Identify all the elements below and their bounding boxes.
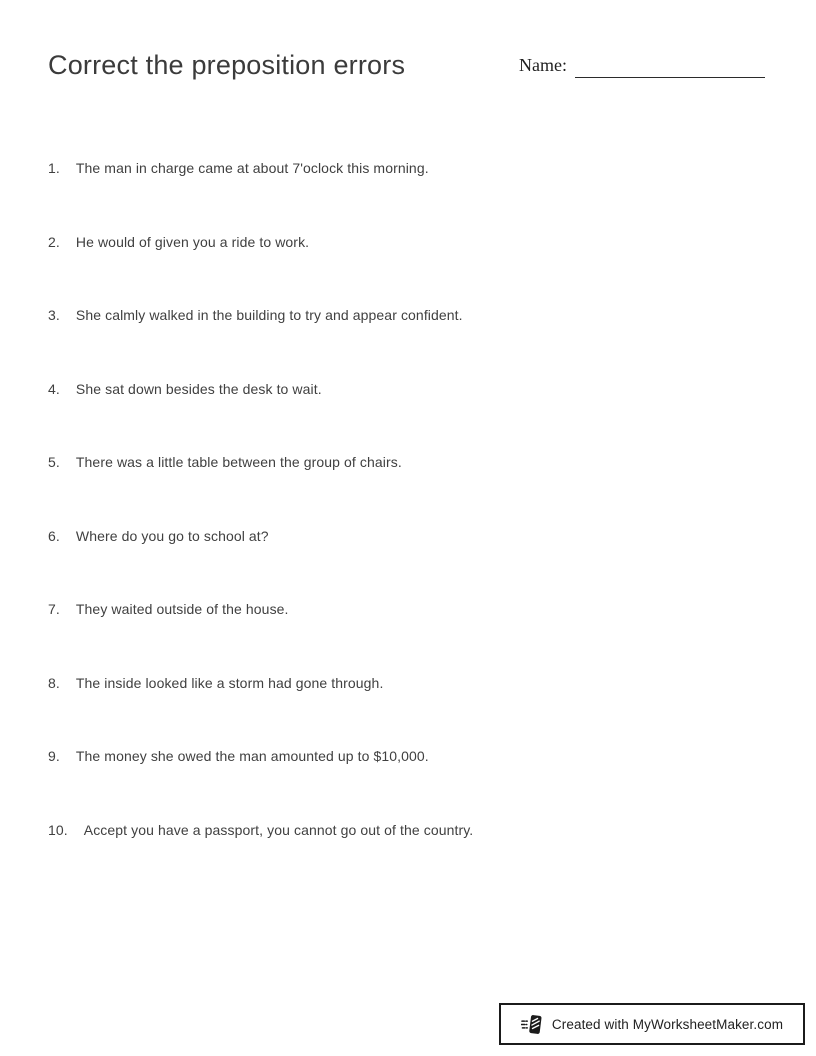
question-number: 2.	[48, 233, 60, 250]
credit-text: Created with MyWorksheetMaker.com	[551, 1016, 784, 1032]
page-title: Correct the preposition errors	[48, 50, 406, 80]
question-item	[48, 526, 776, 546]
question-number: 3.	[48, 307, 60, 323]
question-item	[48, 673, 776, 693]
question-item	[48, 158, 776, 178]
question-list	[48, 158, 776, 893]
question-number: 7.	[48, 601, 60, 617]
credit-badge[interactable]	[499, 1003, 805, 1045]
question-text: She calmly walked in the building to try and appear confident.	[75, 307, 463, 323]
question-number: 1.	[48, 160, 60, 176]
question-text: Where do you go to school at?	[75, 527, 269, 544]
question-item	[48, 599, 776, 619]
question-text: Accept you have a passport, you cannot go out of the country.	[83, 821, 474, 838]
question-item	[48, 820, 776, 840]
question-text: The man in charge came at about 7'oclock this morning.	[75, 160, 429, 176]
question-text: He would of given you a ride to work.	[75, 233, 310, 250]
question-number: 6.	[48, 527, 60, 544]
question-text: The money she owed the man amounted up to $10,000.	[75, 748, 429, 764]
question-text: They waited outside of the house.	[75, 601, 289, 617]
name-field	[519, 52, 765, 78]
question-number: 9.	[48, 748, 60, 764]
question-item	[48, 305, 776, 325]
flying-worksheet-icon	[521, 1013, 544, 1036]
question-number: 8.	[48, 674, 60, 691]
name-label: Name:	[519, 55, 567, 75]
question-item	[48, 452, 776, 472]
question-item	[48, 232, 776, 252]
question-text: There was a little table between the group of chairs.	[75, 454, 402, 470]
question-item	[48, 379, 776, 399]
question-text: The inside looked like a storm had gone through.	[75, 674, 384, 691]
question-text: She sat down besides the desk to wait.	[75, 380, 322, 397]
question-number: 4.	[48, 380, 60, 397]
question-number: 10.	[48, 821, 68, 838]
question-number: 5.	[48, 454, 60, 470]
name-blank-line[interactable]	[575, 54, 765, 78]
question-item	[48, 746, 776, 766]
